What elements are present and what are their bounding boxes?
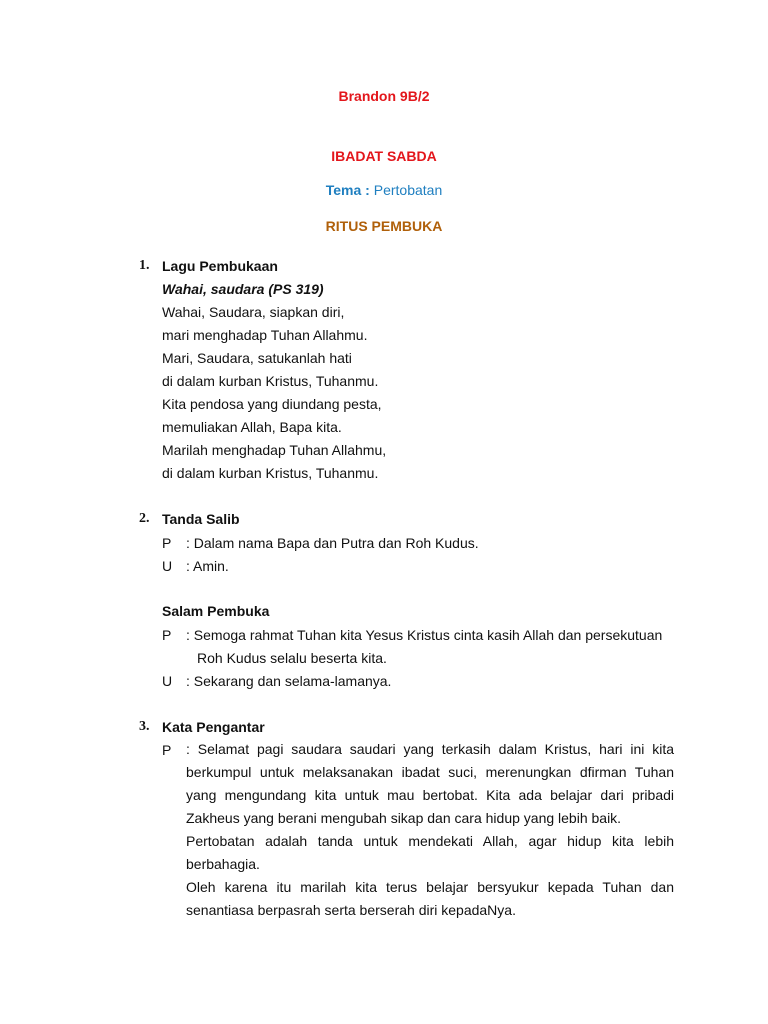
role-label: P [162,627,172,643]
lyric-line: Kita pendosa yang diundang pesta, [162,396,382,412]
item-number: 1. [139,258,150,273]
lyric-line: di dalam kurban Kristus, Tuhanmu. [162,465,379,481]
role-label: P [162,535,172,551]
dialogue-text: : Dalam nama Bapa dan Putra dan Roh Kudus. [186,535,479,551]
lyric-line: Mari, Saudara, satukanlah hati [162,350,352,366]
lyric-line: Wahai, Saudara, siapkan diri, [162,304,345,320]
item-number: 2. [139,511,150,526]
section-title: RITUS PEMBUKA [325,218,443,234]
dialogue-text: : Amin. [186,558,229,574]
song-title: Wahai, saudara (PS 319) [162,281,324,297]
paragraph: Pertobatan adalah tanda untuk mendekati Allah, agar hidup kita lebih berbahagia. [186,833,674,872]
document-title: IBADAT SABDA [331,148,437,164]
dialogue-line [162,627,674,643]
dialogue-line [162,535,674,551]
theme-line [0,182,768,198]
role-label: U [162,558,173,574]
dialogue-continuation: Roh Kudus selalu beserta kita. [197,650,387,666]
paragraph: : Selamat pagi saudara saudari yang terkasih dalam Kristus, hari ini kita berkumpul untuk melaksanakan ibadat suci, merenungkan dfirman Tuhan yang mengundang kita untuk mau bertobat. Kita ada belajar dari pribadi Zakheus yang berani mengubah sikap dan cara hidup yang lebih baik. [186,741,674,826]
item-heading: Kata Pengantar [162,719,265,735]
item-heading: Tanda Salib [162,511,240,527]
role-label: P [162,742,172,758]
lyric-line: mari menghadap Tuhan Allahmu. [162,327,368,343]
dialogue-line [162,673,674,689]
dialogue-line [162,558,674,574]
item-number: 3. [139,719,150,734]
dialogue-text: : Semoga rahmat Tuhan kita Yesus Kristus cinta kasih Allah dan persekutuan [186,627,663,643]
sub-heading: Salam Pembuka [162,603,270,619]
lyric-line: Marilah menghadap Tuhan Allahmu, [162,442,387,458]
author-line: Brandon 9B/2 [338,88,430,104]
theme-label: Tema : [325,182,374,198]
lyric-line: di dalam kurban Kristus, Tuhanmu. [162,373,379,389]
item-heading: Lagu Pembukaan [162,258,278,274]
role-label: U [162,673,173,689]
theme-value: Pertobatan [373,182,443,198]
dialogue-text: : Sekarang dan selama-lamanya. [186,673,392,689]
paragraph: Oleh karena itu marilah kita terus belajar bersyukur kepada Tuhan dan senantiasa berpasrah serta berserah diri kepadaNya. [186,879,674,918]
lyric-line: memuliakan Allah, Bapa kita. [162,419,342,435]
